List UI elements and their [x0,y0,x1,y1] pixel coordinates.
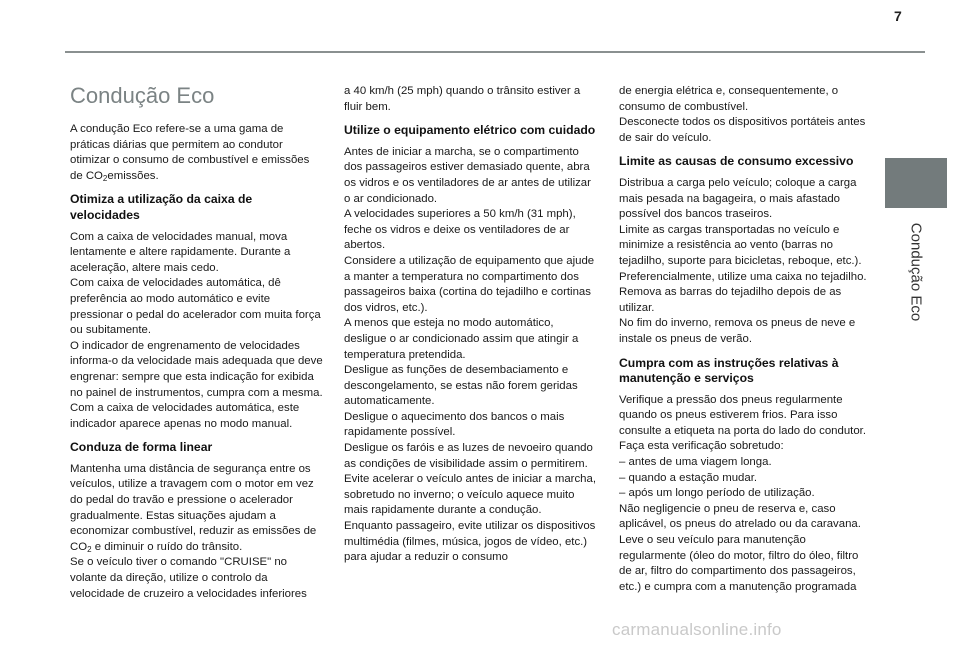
column-2 [344,84,599,574]
column-3 [619,84,874,603]
section-text-maintenance: Verifique a pressão dos pneus regularmente quando os pneus estiverem frios. Para isso consulte a etiqueta na porta do lado do condutor. Faça esta verificação sobretudo: – antes de uma viagem longa. – quando a estação mudar. – após um longo período de utilização. Não negligencie o pneu de reserva e, caso aplicável, os pneus do atrelado ou da caravana. Leve o seu veículo para manutenção regularmente (óleo do motor, filtro do óleo, filtro de ar, filtro do compartimento dos passageiros, etc.) e cumpra com a manutenção programada [619,393,866,593]
chapter-tab [885,158,947,208]
section-text-linear [70,462,325,602]
linear-subscript: 2 [87,544,92,554]
section-heading-electrical: Utilize o equipamento elétrico com cuidado [344,123,596,138]
column-1 [70,80,325,610]
intro-text-end: emissões. [107,169,159,182]
section-heading-linear: Conduza de forma linear [70,440,213,455]
section-text-electrical: Antes de iniciar a marcha, se o compartimento dos passageiros estiver demasiado quente, abra os vidros e os ventiladores de ar antes de utilizar o ar condicionado. A velocidades superiores a 50 km/h (31 mph), feche os vidros e deixe os ventiladores de ar abertos. Considere a utilização de equipamento que ajude a manter a temperatura no compartimento dos passageiros baixa (cortina do tejadilho e cortinas dos vidros, etc.). A menos que esteja no modo automático, desligue o ar condicionado assim que atingir a temperatura pretendida. Desligue as funções de desembaciamento e descongelamento, se estas não forem geridas automaticamente. Desligue o aquecimento dos bancos o mais rapidamente possível. Desligue os faróis e as luzes de nevoeiro quando as condições de visibilidade assim o permitirem. Evite acelerar o veículo antes de iniciar a marcha, sobretudo no inverno; o veículo aquece muito mais rapidamente durante a condução. Enquanto passageiro, evite utilizar os dispositivos multimédia (filmes, música, jogos de vídeo, etc.) para ajudar a reduzir o consumo [344,145,596,564]
intro-paragraph [70,122,325,184]
section-text-gearbox: Com a caixa de velocidades manual, mova lentamente e altere rapidamente. Durante a aceleração, altere mais cedo. Com caixa de velocidades automática, dê preferência ao modo automático e evite pressionar o pedal do acelerador com muita força ou subitamente. O indicador de engrenamento de velocidades informa-o da velocidade mais adequada que deve engrenar: sempre que esta indicação for exibida no painel de instrumentos, cumpra com a mesma. Com a caixa de velocidades automática, este indicador aparece apenas no modo manual. [70,230,323,430]
page-title: Condução Eco [70,83,215,108]
section-text-excess: Distribua a carga pelo veículo; coloque a carga mais pesada na bagageira, o mais afastado possível dos bancos traseiros. Limite as cargas transportadas no veículo e minimize a resistência ao vento (barras no tejadilho, suporte para bicicletas, reboque, etc.). Preferencialmente, utilize uma caixa no tejadilho. Remova as barras do tejadilho depois de as utilizar. No fim do inverno, remova os pneus de neve e instale os pneus de verão. [619,176,867,345]
intro-subscript: 2 [102,173,108,183]
intro-text: A condução Eco refere-se a uma gama de práticas diárias que permitem ao condutor otimizar o consumo de combustível e emissões de CO [70,123,310,182]
chapter-tab-label: Condução Eco [907,222,925,322]
watermark: carmanualsonline.info [612,620,782,639]
continuation-text-col3: de energia elétrica e, consequentemente, o consumo de combustível. Desconecte todos os dispositivos portáteis antes de sair do veículo. [619,85,866,144]
header-rule [65,51,925,53]
section-heading-gearbox: Otimiza a utilização da caixa de velocidades [70,192,253,222]
linear-text-end: e diminuir o ruído do trânsito. Se o veículo tiver o comando "CRUISE" no volante da direção, utilize o controlo da velocidade de cruzeiro a velocidades inferiores [70,540,307,600]
linear-text-start: Mantenha uma distância de segurança entre os veículos, utilize a travagem com o motor em vez do pedal do travão e pressione o acelerador gradualmente. Estas situações ajudam a economizar combustível, reduzir as emissões de CO [70,462,317,553]
page-number: 7 [894,8,902,24]
continuation-text-col2: a 40 km/h (25 mph) quando o trânsito estiver a fluir bem. [344,85,581,113]
section-heading-excess: Limite as causas de consumo excessivo [619,154,854,169]
section-heading-maintenance: Cumpra com as instruções relativas à manutenção e serviços [619,355,839,386]
